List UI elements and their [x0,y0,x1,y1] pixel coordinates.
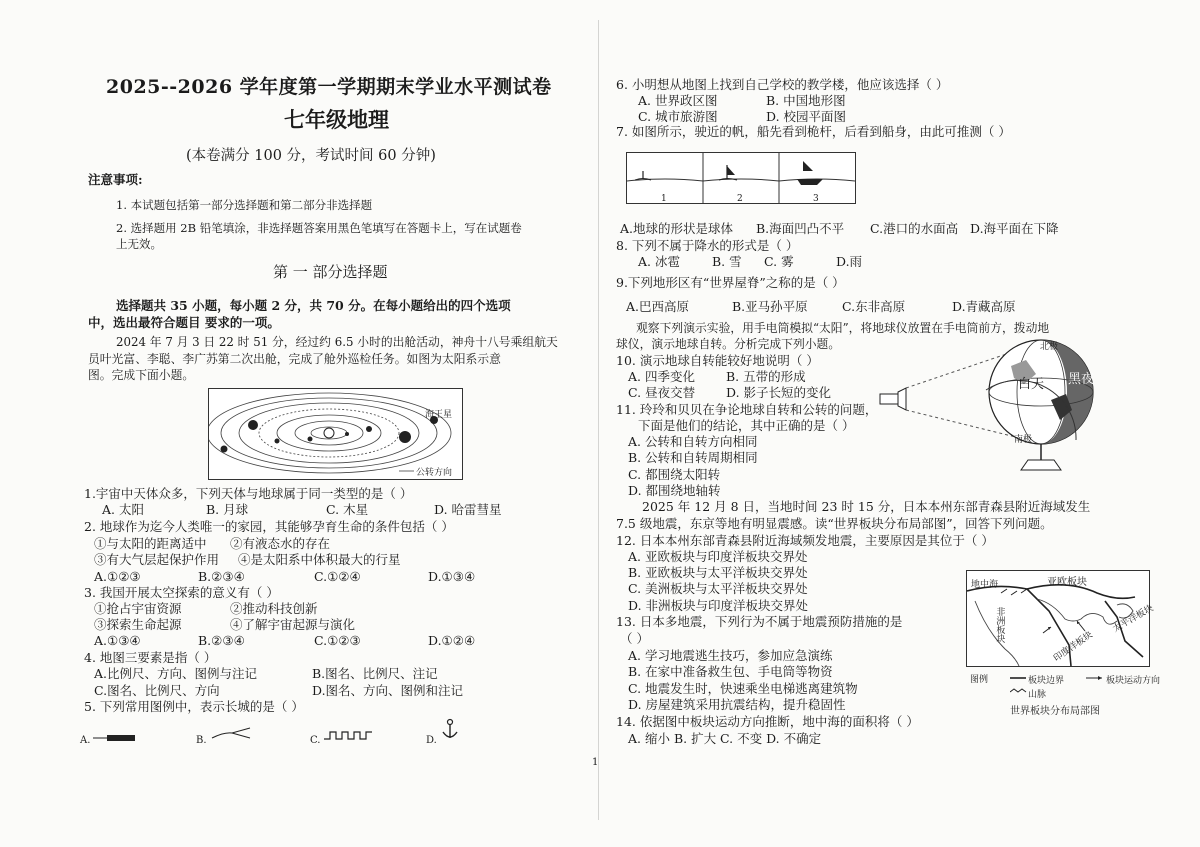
q9-option-a: A.巴西高原 [626,299,690,314]
q10-option-c: C. 昼夜交替 [628,385,696,400]
q2-statement-3: ③有大气层起保护作用 [94,552,220,567]
legend-mountain: 山脉 [1028,690,1047,700]
great-wall-legend-icon [324,729,374,743]
q7-option-a: A.地球的形状是球体 [620,221,734,236]
exam-subtitle: (本卷满分 100 分，考试时间 60 分钟) [186,148,436,164]
q2-option-b: B.②③④ [198,569,245,584]
q12-stem: 12. 日本本州东部青森县附近海域频发地震，主要原因是其位于（ ） [616,533,994,548]
q8-option-d: D.雨 [836,254,863,269]
q12-option-d: D. 非洲板块与印度洋板块交界处 [628,598,809,613]
pacific-plate-label: 太平洋板块 [1111,603,1156,635]
q6-stem: 6. 小明想从地图上找到自己学校的教学楼，他应该选择（ ） [616,77,949,92]
q7-option-c: C.港口的水面高 [870,221,959,236]
q5-stem: 5. 下列常用图例中，表示长城的是（ ） [84,699,304,714]
q8-option-a: A. 冰雹 [638,254,680,269]
context-text: 图。完成下面小题。 [88,368,195,382]
q1-stem: 1.宇宙中天体众多，下列天体与地球属于同一类型的是（ ） [84,486,413,501]
orbit-direction-legend: 公转方向 [416,468,453,478]
mediterranean-label: 地中海 [971,580,999,590]
q10-stem: 10. 演示地球自转能较好地说明（ ） [616,353,819,368]
q13-option-c: C. 地震发生时，快速乘坐电梯逃离建筑物 [628,681,858,696]
notice-item-2: 2. 选择题用 2B 铅笔填涂，非选择题答案用黑色笔填写在答题卡上，写在试题卷 [116,221,522,235]
indian-ocean-plate-label: 印度洋板块 [1052,630,1095,665]
q3-statement-2: ②推动科技创新 [230,601,318,616]
legend-motion: 板块运动方向 [1106,676,1161,686]
q9-option-b: B.亚马孙平原 [732,299,808,314]
q11-option-c: C. 都围绕太阳转 [628,467,721,482]
q11-option-d: D. 都围绕地轴转 [628,483,721,498]
north-pole-label: 北极 [1040,342,1059,352]
q11-stem-cont: 下面是他们的结论，其中正确的是（ ） [638,418,855,433]
q6-option-a: A. 世界政区图 [638,93,718,108]
q13-option-a: A. 学习地震逃生技巧，参加应急演练 [628,648,833,663]
q6-option-b: B. 中国地形图 [766,93,846,108]
ship-panel-1-label: 1 [661,194,667,204]
q3-stem: 3. 我国开展太空探索的意义有（ ） [84,585,279,600]
solar-system-figure [208,388,463,480]
ship-figure [626,152,856,204]
q13-option-d: D. 房屋建筑采用抗震结构，提升稳固性 [628,697,846,712]
q11-option-a: A. 公转和自转方向相同 [628,434,758,449]
q4-option-c: C.图名、比例尺、方向 [94,683,220,698]
neptune-label: 海王星 [425,410,453,420]
q1-option-c: C. 木星 [326,502,369,517]
q9-option-c: C.东非高原 [842,299,906,314]
q13-option-b: B. 在家中准备救生包、手电筒等物资 [628,664,833,679]
part1-intro-cont: 中，选出最符合题目 要求的一项。 [88,315,280,330]
context-text: 员叶光富、李聪、李广苏第二次出舱，完成了舱外巡检任务。如图为太阳系示意 [88,352,501,366]
q9-stem: 9.下列地形区有“世界屋脊”之称的是（ ） [616,275,845,290]
q6-option-d: D. 校园平面图 [766,109,847,124]
q12-option-a: A. 亚欧板块与印度洋板块交界处 [628,549,808,564]
q14-stem: 14. 依据图中板块运动方向推断，地中海的面积将（ ） [616,714,919,729]
q7-option-b: B.海面凹凸不平 [756,221,845,236]
q8-option-c: C. 雾 [764,254,794,269]
page-number: 1 [592,757,599,768]
earthquake-context: 2025 年 12 月 8 日，当地时间 23 时 15 分，日本本州东部青森县附近海域发生 [642,499,1091,514]
q9-option-d: D.青藏高原 [952,299,1016,314]
q11-stem: 11. 玲玲和贝贝在争论地球自转和公转的问题， [616,402,878,417]
q2-stem: 2. 地球作为迄今人类唯一的家园，其能够孕育生命的条件包括（ ） [84,519,454,534]
q6-option-c: C. 城市旅游图 [638,109,718,124]
q2-statement-1: ①与太阳的距离适中 [94,536,207,551]
eurasian-plate-label: 亚欧板块 [1047,577,1087,588]
notice-heading: 注意事项: [88,172,143,187]
q1-option-a: A. 太阳 [102,502,144,517]
experiment-text: 球仪，演示地球自转。分析完成下列小题。 [616,337,841,351]
q4-stem: 4. 地图三要素是指（ ） [84,650,217,665]
q3-option-c: C.①②③ [314,633,361,648]
q12-option-c: C. 美洲板块与太平洋板块交界处 [628,581,808,596]
river-legend-icon [210,724,254,742]
q3-statement-4: ④了解宇宙起源与演化 [230,617,356,632]
q3-option-b: B.②③④ [198,633,245,648]
context-text: 2024 年 7 月 3 日 22 时 51 分，经过约 6.5 小时的出舱活动，神舟十八号乘组航天 [116,335,558,349]
q2-option-d: D.①③④ [428,569,476,584]
earthquake-context: 7.5 级地震，东京等地有明显震感。读“世界板块分布局部图”，回答下列问题。 [616,516,1053,531]
railway-legend-icon [93,730,135,744]
ship-panel-3-label: 3 [813,194,819,204]
anchor-icon [440,718,460,742]
page-fold [598,20,599,820]
q3-statement-3: ③探索生命起源 [94,617,182,632]
plate-map-caption: 世界板块分布局部图 [1010,706,1100,717]
globe-diagram [876,330,1096,476]
q4-option-b: B.图名、比例尺、注记 [312,666,438,681]
q3-option-a: A.①③④ [94,633,141,648]
q11-option-b: B. 公转和自转周期相同 [628,450,758,465]
q7-option-d: D.海平面在下降 [970,221,1059,236]
q10-option-b: B. 五带的形成 [726,369,806,384]
q3-option-d: D.①②④ [428,633,476,648]
experiment-text: 观察下列演示实验，用手电筒模拟“太阳”，将地球仪放置在手电筒前方，拨动地 [636,321,1050,335]
q13-stem: 13. 日本多地震，下列行为不属于地震预防措施的是 [616,614,903,629]
q3-statement-1: ①抢占宇宙资源 [94,601,182,616]
night-label: 黑夜 [1068,372,1095,387]
q8-stem: 8. 下列不属于降水的形式是（ ） [616,238,799,253]
q7-stem: 7. 如图所示，驶近的帆，船先看到桅杆，后看到船身，由此可推测（ ） [616,124,1011,139]
q4-option-a: A.比例尺、方向、图例与注记 [94,666,258,681]
q2-statement-4: ④是太阳系中体积最大的行星 [238,552,401,567]
q5-option-b: B. [196,735,207,746]
notice-item-2-cont: 上无效。 [116,237,162,251]
day-label: 白天 [1018,377,1045,392]
ship-panel-2-label: 2 [737,194,743,204]
exam-title: 2025--2026 学年度第一学期期末学业水平测试卷 [106,76,552,98]
q2-option-a: A.①②③ [94,569,141,584]
q14-options: A. 缩小 B. 扩大 C. 不变 D. 不确定 [628,731,822,746]
q5-option-c: C. [310,735,321,746]
legend-boundary: 板块边界 [1028,676,1065,686]
q10-option-d: D. 影子长短的变化 [726,385,832,400]
q5-option-d: D. [426,735,437,746]
q5-option-a: A. [80,735,91,746]
plate-map [966,570,1156,667]
q2-statement-2: ②有液态水的存在 [230,536,331,551]
q1-option-b: B. 月球 [206,502,249,517]
subject-title: 七年级地理 [284,107,389,132]
q1-option-d: D. 哈雷彗星 [434,502,502,517]
part1-intro: 选择题共 35 小题，每小题 2 分，共 70 分。在每小题给出的四个选项 [116,298,511,313]
q12-option-b: B. 亚欧板块与太平洋板块交界处 [628,565,808,580]
q10-option-a: A. 四季变化 [628,369,695,384]
south-pole-label: 南极 [1014,435,1033,445]
legend-title: 图例 [970,675,989,685]
q8-option-b: B. 雪 [712,254,742,269]
q13-stem-paren: （ ） [620,631,649,646]
part1-heading: 第 一 部分选择题 [273,263,388,281]
q4-option-d: D.图名、方向、图例和注记 [312,683,464,698]
notice-item-1: 1. 本试题包括第一部分选择题和第二部分非选择题 [116,198,373,212]
q2-option-c: C.①②④ [314,569,361,584]
african-plate-label: 非洲板块 [994,607,1005,643]
